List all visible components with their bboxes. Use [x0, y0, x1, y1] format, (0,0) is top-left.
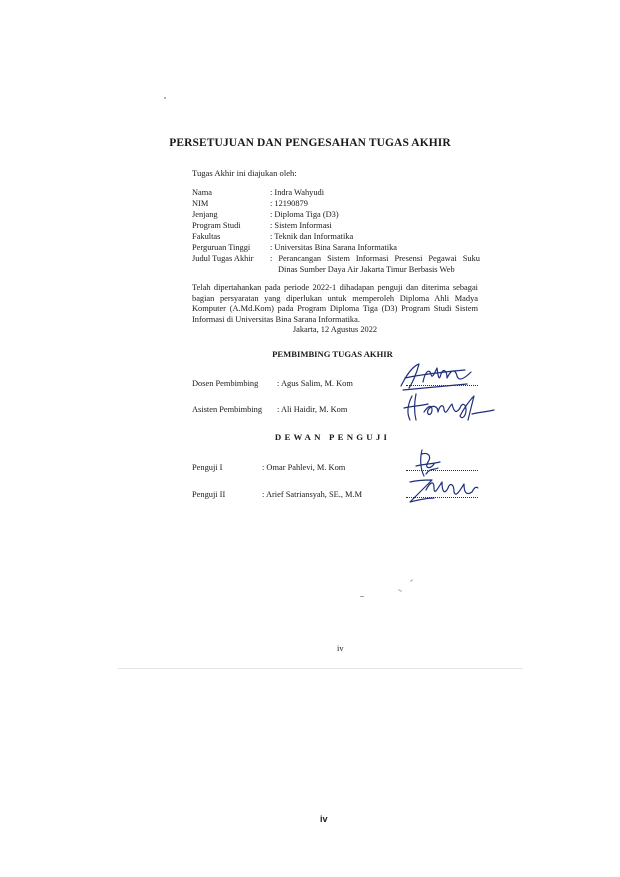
field-value-fakultas: : Teknik dan Informatika: [270, 232, 354, 241]
field-value-jenjang: : Diploma Tiga (D3): [270, 210, 339, 219]
examiner-role-1: Penguji I: [192, 463, 223, 472]
paragraph-line-3: Komputer (A.Md.Kom) pada Program Diploma Tiga (D3) Program Studi Sistem: [192, 304, 478, 314]
field-label-nama: Nama: [192, 188, 212, 197]
supervisor-name-2: : Ali Haidir, M. Kom: [277, 405, 348, 414]
field-label-program-studi: Program Studi: [192, 221, 241, 230]
page-number: iv: [320, 814, 328, 824]
field-label-judul: Judul Tugas Akhir: [192, 254, 254, 263]
examiner-heading: DEWAN PENGUJI: [274, 432, 391, 442]
field-label-nim: NIM: [192, 199, 209, 208]
scan-edge-line: [118, 668, 523, 669]
field-value-judul: : Perancangan Sistem Informasi Presensi Pegawai Suku: [270, 254, 480, 263]
scan-speck: [360, 596, 364, 597]
page-number-scan: iv: [337, 644, 344, 653]
paragraph-line-4: Informasi di Universitas Bina Sarana Informatika.: [192, 314, 360, 324]
scan-speck: [398, 589, 402, 592]
field-value-nama: : Indra Wahyudi: [270, 188, 325, 197]
examiner-name-1: : Omar Pahlevi, M. Kom: [262, 463, 346, 472]
field-value-judul-line2: Dinas Sumber Daya Air Jakarta Timur Berbasis Web: [278, 265, 455, 274]
supervisor-name-1: : Agus Salim, M. Kom: [277, 379, 353, 388]
signature-supervisor-1: [395, 360, 480, 394]
place-date: Jakarta, 12 Agustus 2022: [292, 325, 378, 334]
field-value-perguruan-tinggi: : Universitas Bina Sarana Informatika: [270, 243, 397, 252]
document-title: PERSETUJUAN DAN PENGESAHAN TUGAS AKHIR: [169, 137, 451, 149]
field-label-fakultas: Fakultas: [192, 232, 221, 241]
paragraph-line-2: bagian persyaratan yang diperlukan untuk memperoleh Diploma Ahli Madya: [192, 293, 478, 303]
paragraph-line-1: Telah dipertahankan pada periode 2022-1 dihadapan penguji dan diterima sebagai: [192, 283, 478, 292]
scan-speck: [410, 579, 413, 582]
field-label-jenjang: Jenjang: [192, 210, 218, 219]
signature-supervisor-2: [398, 390, 496, 424]
supervisor-role-1: Dosen Pembimbing: [192, 379, 259, 388]
scan-speck: [164, 97, 166, 99]
examiner-name-2: : Arief Satriansyah, SE., M.M: [262, 490, 363, 499]
field-value-nim: : 12190879: [270, 199, 308, 208]
field-label-perguruan-tinggi: Perguruan Tinggi: [192, 243, 251, 252]
signature-examiner-2: [404, 474, 480, 504]
intro-text: Tugas Akhir ini diajukan oleh:: [192, 168, 297, 178]
field-value-program-studi: : Sistem Informasi: [270, 221, 332, 230]
supervisor-role-2: Asisten Pembimbing: [192, 405, 263, 414]
examiner-role-2: Penguji II: [192, 490, 226, 499]
supervisor-heading: PEMBIMBING TUGAS AKHIR: [272, 349, 393, 359]
